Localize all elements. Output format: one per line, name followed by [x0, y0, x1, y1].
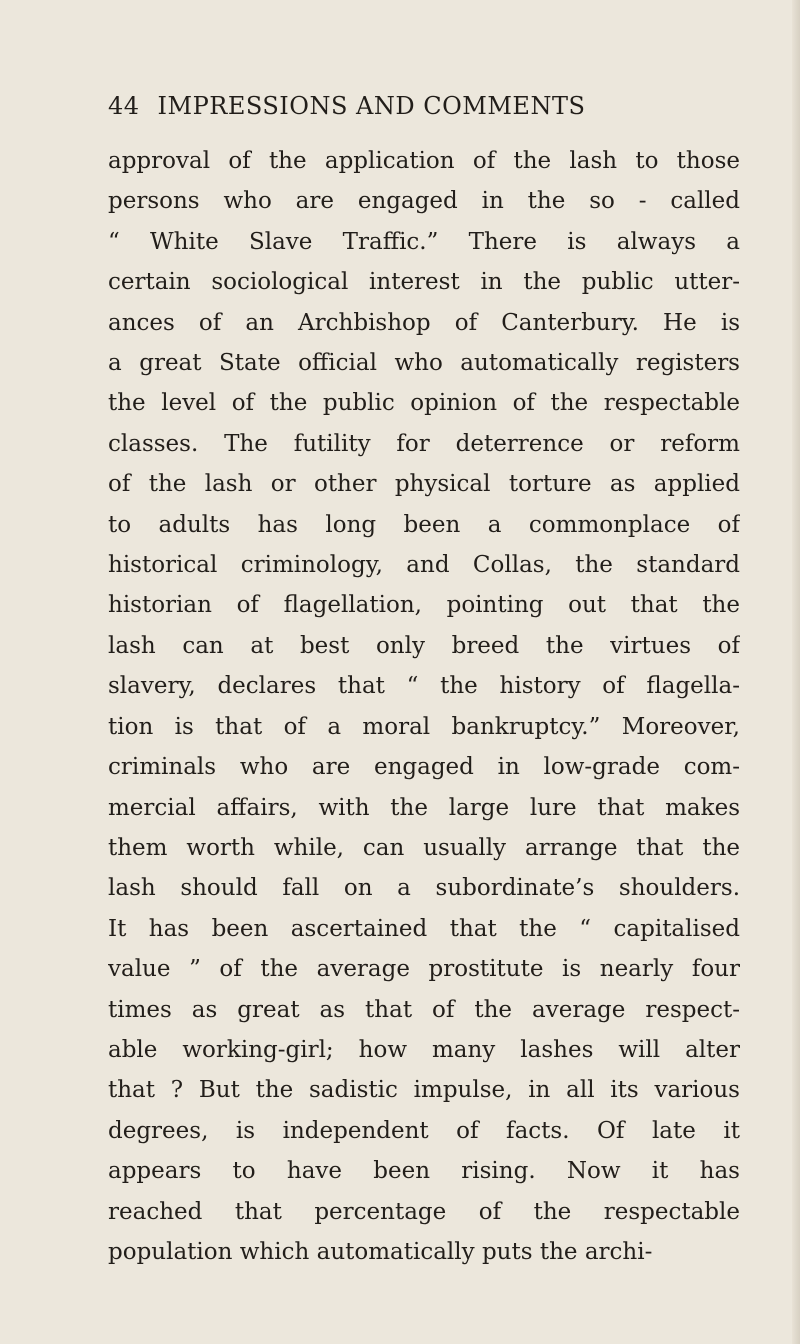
text-line: certain sociological interest in the public utter-	[108, 269, 740, 296]
text-line: the level of the public opinion of the respectable	[108, 390, 740, 417]
text-line: criminals who are engaged in low-grade com-	[108, 754, 740, 781]
text-line: population which automatically puts the archi-	[108, 1238, 653, 1265]
text-line: ances of an Archbishop of Canterbury. He is	[108, 309, 740, 336]
text-line: to adults has long been a commonplace of	[108, 511, 740, 538]
text-line: mercial affairs, with the large lure that makes	[108, 794, 740, 821]
body-text	[108, 141, 740, 1272]
text-line: degrees, is independent of facts. Of late it	[108, 1117, 740, 1144]
text-line: historian of flagellation, pointing out that the	[108, 592, 740, 619]
text-line: times as great as that of the average respect-	[108, 996, 740, 1023]
text-line: appears to have been rising. Now it has	[108, 1158, 740, 1185]
page-edge-shadow	[792, 0, 800, 1344]
text-line: slavery, declares that “ the history of flagella-	[108, 673, 740, 700]
text-line: lash can at best only breed the virtues of	[108, 632, 740, 659]
text-line: historical criminology, and Collas, the standard	[108, 552, 740, 579]
text-line: value ” of the average prostitute is nearly four	[108, 956, 740, 983]
text-line: lash should fall on a subordinate’s shoulders.	[108, 875, 740, 902]
text-line: a great State official who automatically registers	[108, 350, 740, 377]
text-line: classes. The futility for deterrence or reform	[108, 430, 740, 457]
text-line: of the lash or other physical torture as applied	[108, 471, 740, 498]
page-number: 44	[108, 92, 140, 120]
text-line: that ? But the sadistic impulse, in all its various	[108, 1077, 740, 1104]
text-line: reached that percentage of the respectable	[108, 1198, 740, 1225]
text-line: persons who are engaged in the so - called	[108, 188, 740, 215]
running-header	[108, 92, 708, 132]
text-line: approval of the application of the lash to those	[108, 148, 740, 174]
text-line: them worth while, can usually arrange that the	[108, 834, 740, 861]
text-line: “ White Slave Traffic.” There is always a	[108, 228, 740, 255]
text-line: tion is that of a moral bankruptcy.” Moreover,	[108, 713, 740, 740]
running-title: IMPRESSIONS AND COMMENTS	[157, 92, 586, 120]
text-line: It has been ascertained that the “ capitalised	[108, 915, 740, 942]
text-line: able working-girl; how many lashes will alter	[108, 1036, 740, 1063]
